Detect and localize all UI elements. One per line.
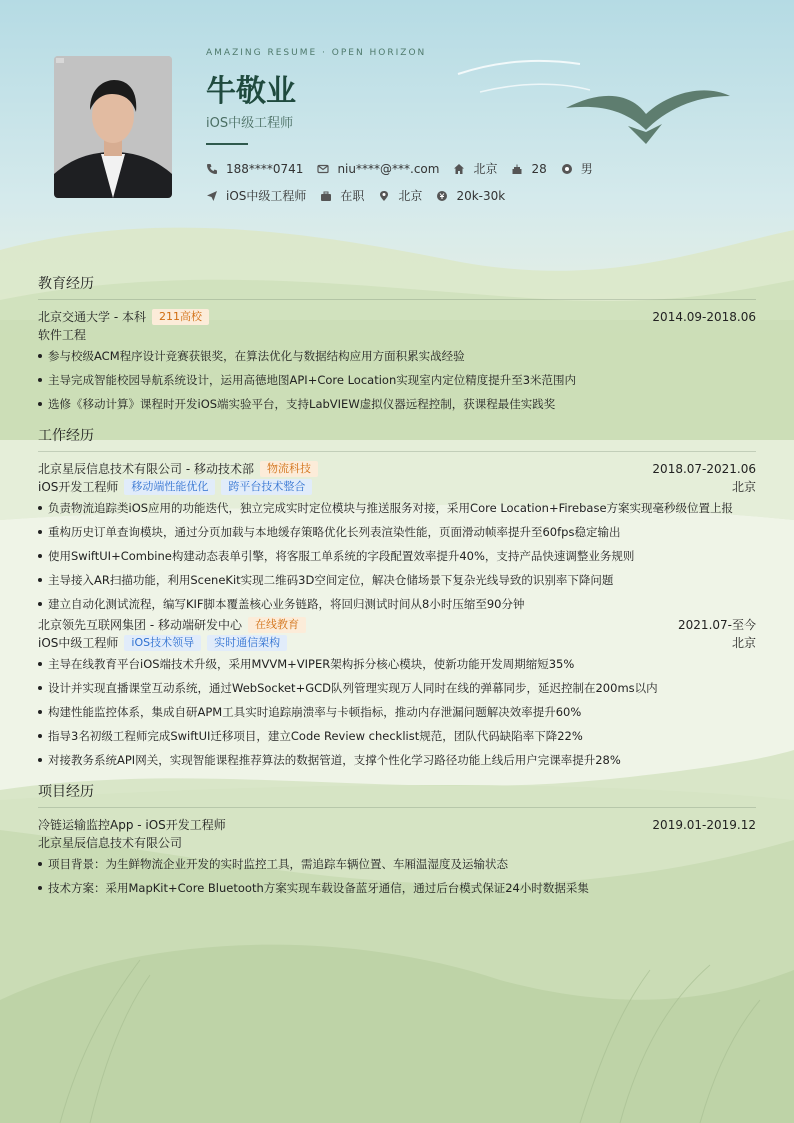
list-item: 指导3名初级工程师完成SwiftUI迁移项目，建立Code Review checklist规范，团队代码缺陷率下降22% <box>38 724 756 748</box>
job-position-row <box>38 634 756 652</box>
gender-icon <box>561 163 573 175</box>
education-period: 2014.09-2018.06 <box>652 310 756 324</box>
job-header-row <box>38 460 756 478</box>
phone-info <box>206 162 303 176</box>
list-item: 技术方案：采用MapKit+Core Bluetooth方案实现车载设备蓝牙通信，通过后台模式保证24小时数据采集 <box>38 876 756 900</box>
list-item: 主导完成智能校园导航系统设计，运用高德地图API+Core Location实现室内定位精度提升至3米范围内 <box>38 368 756 392</box>
company-name: 北京星辰信息技术有限公司 - 移动技术部 <box>38 462 254 476</box>
home-icon <box>453 163 465 175</box>
cake-icon <box>511 163 523 175</box>
position-name: iOS开发工程师 <box>38 480 119 494</box>
email-info <box>317 162 439 176</box>
industry-tag: 物流科技 <box>260 461 318 477</box>
skill-tag: 跨平台技术整合 <box>221 479 312 495</box>
school-tag: 211高校 <box>152 309 209 325</box>
list-item: 主导在线教育平台iOS端技术升级，采用MVVM+VIPER架构拆分核心模块，使新功能开发周期缩短35% <box>38 652 756 676</box>
intent-city-info <box>378 187 422 204</box>
job-city: 北京 <box>731 480 756 494</box>
project-name: 冷链运输监控App - iOS开发工程师 <box>38 818 226 832</box>
job-period: 2021.07-至今 <box>678 618 756 632</box>
project-company: 北京星辰信息技术有限公司 <box>38 836 183 850</box>
salary-icon <box>436 190 448 202</box>
candidate-name: 牛敬业 <box>206 74 296 109</box>
job-city: 北京 <box>731 636 756 650</box>
list-item: 主导接入AR扫描功能，利用SceneKit实现二维码3D空间定位，解决仓储场景下复杂光线导致的识别率下降问题 <box>38 568 756 592</box>
job-header-row <box>38 616 756 634</box>
job-bullets <box>38 652 756 772</box>
list-item: 建立自动化测试流程，编写KIF脚本覆盖核心业务链路，将回归测试时间从8小时压缩至90分钟 <box>38 592 756 616</box>
job-position-row <box>38 478 756 496</box>
list-item: 负责物流追踪类iOS应用的功能迭代，独立完成实时定位模块与推送服务对接，采用Core Location+Firebase方案实现毫秒级位置上报 <box>38 496 756 520</box>
list-item: 构建性能监控体系，集成自研APM工具实时追踪崩溃率与卡顿指标，推动内存泄漏问题解决效率提升60% <box>38 700 756 724</box>
list-item: 参与校级ACM程序设计竞赛获银奖，在算法优化与数据结构应用方面积累实战经验 <box>38 344 756 368</box>
home-text: 北京 <box>473 162 498 176</box>
job-entry <box>38 616 756 772</box>
industry-tag: 在线教育 <box>248 617 306 633</box>
contact-info-row <box>206 160 607 177</box>
education-header-row <box>38 308 756 326</box>
status-info <box>320 187 364 204</box>
age-text: 28 <box>531 161 547 176</box>
job-bullets <box>38 496 756 616</box>
job-intent-row <box>206 187 519 204</box>
list-item: 使用SwiftUI+Combine构建动态表单引擎，将客服工单系统的字段配置效率提升40%，支持产品快速调整业务规则 <box>38 544 756 568</box>
gender-text: 男 <box>580 162 593 176</box>
project-period: 2019.01-2019.12 <box>652 818 756 832</box>
phone-text: 188****0741 <box>226 161 304 176</box>
list-item: 对接教务系统API网关，实现智能课程推荐算法的数据管道，支撑个性化学习路径功能上线后用户完课率提升28% <box>38 748 756 772</box>
project-section <box>38 781 756 900</box>
school-name: 北京交通大学 - 本科 <box>38 310 146 324</box>
section-title: 项目经历 <box>38 781 756 808</box>
skill-tag: 移动端性能优化 <box>124 479 215 495</box>
location-pin-icon <box>378 190 390 202</box>
salary-text: 20k-30k <box>456 188 506 203</box>
email-text: niu****@***.com <box>337 161 440 176</box>
briefcase-icon <box>320 190 332 202</box>
company-name: 北京领先互联网集团 - 移动端研发中心 <box>38 618 242 632</box>
intent-city-text: 北京 <box>398 189 423 203</box>
education-section <box>38 273 756 416</box>
gender-info <box>561 160 593 177</box>
intent-position-info <box>206 187 306 204</box>
accent-divider <box>206 143 248 145</box>
project-header-row <box>38 816 756 834</box>
status-text: 在职 <box>340 189 365 203</box>
list-item: 重构历史订单查询模块，通过分页加载与本地缓存策略优化长列表渲染性能，页面滑动帧率提升至60fps稳定输出 <box>38 520 756 544</box>
send-icon <box>206 190 218 202</box>
list-item: 设计并实现直播课堂互动系统，通过WebSocket+GCD队列管理实现万人同时在线的弹幕同步，延迟控制在200ms以内 <box>38 676 756 700</box>
list-item: 选修《移动计算》课程时开发iOS端实验平台，支持LabVIEW虚拟仪器远程控制，获课程最佳实践奖 <box>38 392 756 416</box>
profile-photo <box>54 56 172 198</box>
work-section <box>38 425 756 772</box>
salary-info <box>436 189 505 203</box>
home-info <box>453 160 497 177</box>
skill-tag: 实时通信架构 <box>207 635 287 651</box>
tagline: AMAZING RESUME · OPEN HORIZON <box>206 48 427 58</box>
candidate-title: iOS中级工程师 <box>206 116 294 131</box>
education-bullets <box>38 344 756 416</box>
section-title: 教育经历 <box>38 273 756 300</box>
section-title: 工作经历 <box>38 425 756 452</box>
phone-icon <box>206 163 218 175</box>
position-name: iOS中级工程师 <box>38 636 119 650</box>
project-bullets <box>38 852 756 900</box>
job-entry <box>38 460 756 616</box>
list-item: 项目背景：为生鲜物流企业开发的实时监控工具，需追踪车辆位置、车厢温湿度及运输状态 <box>38 852 756 876</box>
age-info <box>511 162 546 176</box>
mail-icon <box>317 163 329 175</box>
major: 软件工程 <box>38 328 87 342</box>
intent-position-text: iOS中级工程师 <box>226 189 307 203</box>
job-period: 2018.07-2021.06 <box>652 462 756 476</box>
skill-tag: iOS技术领导 <box>124 635 201 651</box>
